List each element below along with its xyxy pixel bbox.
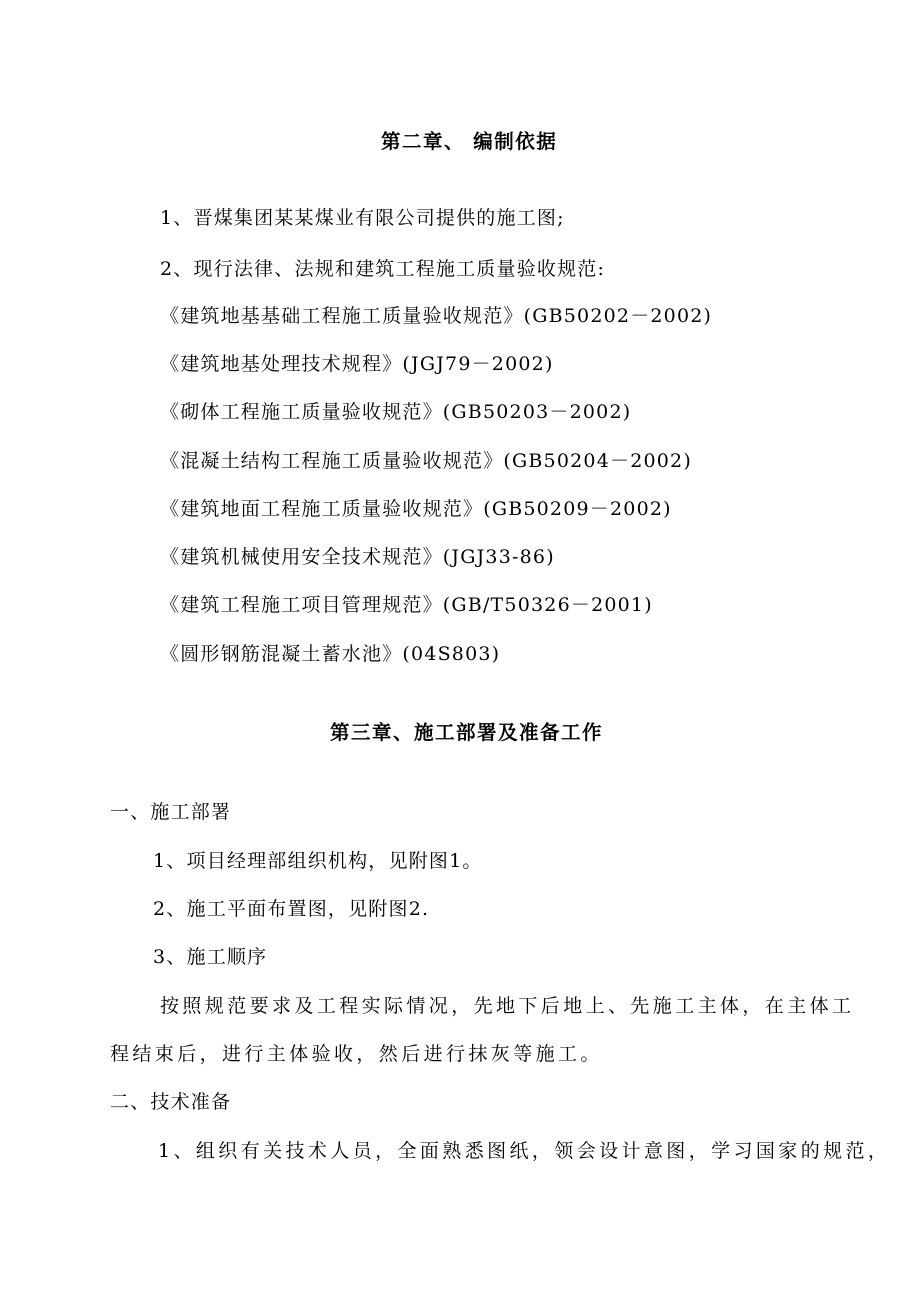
construction-sequence-paragraph-line1: 按照规范要求及工程实际情况，先地下后地上、先施工主体，在主体工 bbox=[160, 995, 855, 1017]
standard-item: 《建筑工程施工项目管理规范》(GB/T50326－2001) bbox=[160, 594, 653, 616]
construction-sequence-paragraph-line2: 程结束后，进行主体验收，然后进行抹灰等施工。 bbox=[110, 1043, 603, 1065]
standard-item: 《建筑地面工程施工质量验收规范》(GB50209－2002) bbox=[160, 498, 672, 520]
section1-title: 一、施工部署 bbox=[110, 801, 232, 823]
standard-item: 《圆形钢筋混凝土蓄水池》(04S803) bbox=[160, 643, 501, 665]
standard-item: 《砌体工程施工质量验收规范》(GB50203－2002) bbox=[160, 401, 632, 423]
deployment-item-1: 1、项目经理部组织机构，见附图1。 bbox=[153, 850, 483, 872]
standard-item: 《建筑地基基础工程施工质量验收规范》(GB50202－2002) bbox=[160, 305, 713, 327]
chapter3-title: 第三章、施工部署及准备工作 bbox=[330, 721, 604, 744]
basis-item-1: 1、晋煤集团某某煤业有限公司提供的施工图; bbox=[160, 207, 565, 229]
standard-item: 《混凝土结构工程施工质量验收规范》(GB50204－2002) bbox=[160, 450, 692, 472]
technical-prep-item-1: 1、组织有关技术人员，全面熟悉图纸，领会设计意图，学习国家的规范， bbox=[158, 1140, 891, 1162]
deployment-item-2: 2、施工平面布置图，见附图2. bbox=[153, 898, 430, 920]
deployment-item-3: 3、施工顺序 bbox=[153, 946, 268, 968]
standard-item: 《建筑地基处理技术规程》(JGJ79－2002) bbox=[160, 353, 554, 375]
section2-title: 二、技术准备 bbox=[110, 1091, 232, 1113]
standard-item: 《建筑机械使用安全技术规范》(JGJ33-86) bbox=[160, 546, 555, 568]
chapter2-title: 第二章、 编制依据 bbox=[381, 130, 558, 153]
basis-item-2: 2、现行法律、法规和建筑工程施工质量验收规范: bbox=[160, 258, 606, 280]
